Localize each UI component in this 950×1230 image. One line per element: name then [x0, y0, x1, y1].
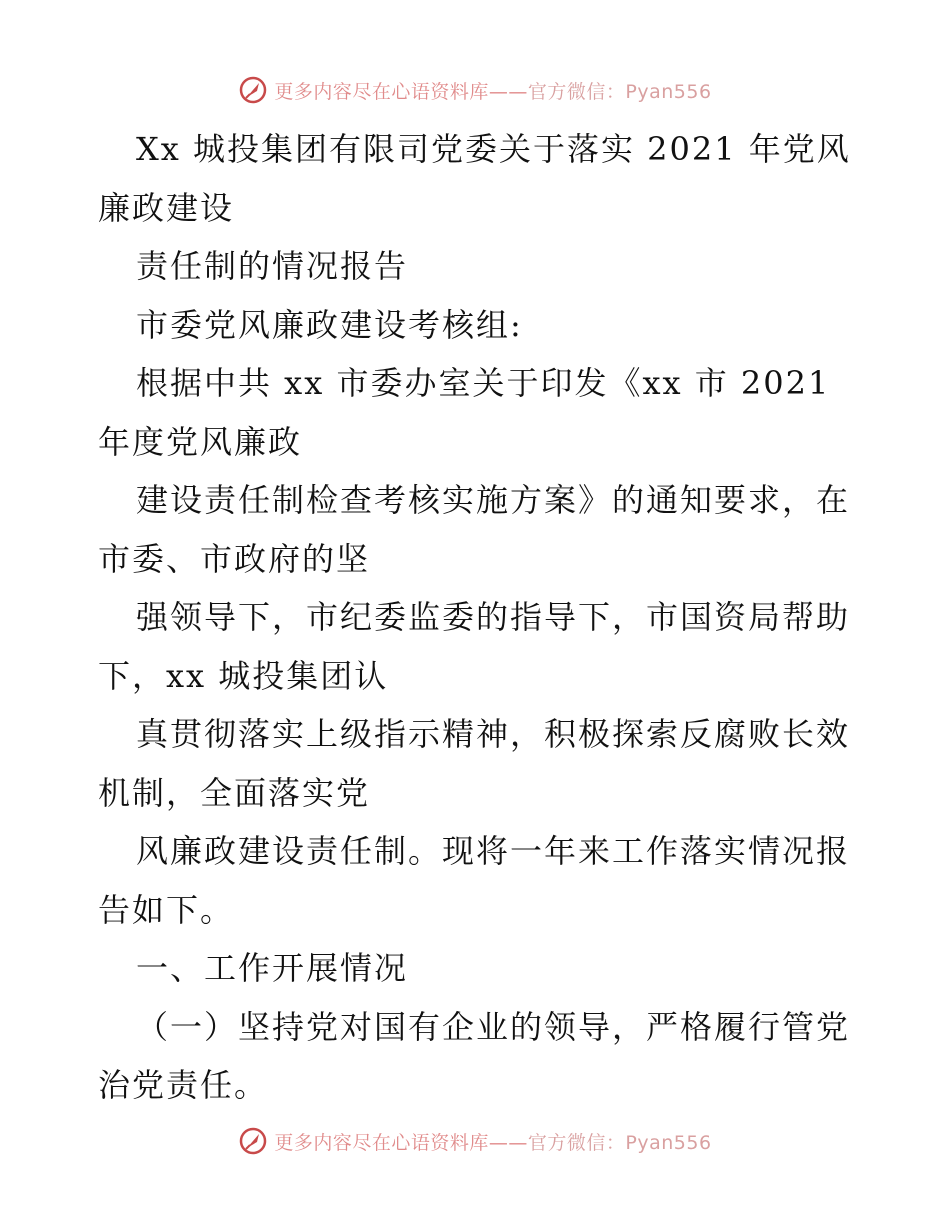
document-line: 市委党风廉政建设考核组: — [136, 305, 523, 344]
document-line: 责任制的情况报告 — [136, 247, 409, 285]
document-line: 一、工作开展情况 — [136, 949, 409, 987]
watermark-text: 更多内容尽在心语资料库——官方微信：Pyan556 — [274, 1131, 712, 1154]
document-line: Xx 城投集团有限司党委关于落实 2021 年党风 — [136, 130, 851, 168]
document-line: （一）坚持党对国有企业的领导，严格履行管党 — [136, 1007, 851, 1046]
document-line: 根据中共 xx 市委办室关于印发《xx 市 2021 — [136, 364, 831, 402]
document-body — [98, 120, 858, 1115]
document-line: 市委、市政府的坚 — [98, 539, 371, 578]
watermark-text: 更多内容尽在心语资料库——官方微信：Pyan556 — [274, 80, 712, 103]
document-line: 年度党风廉政 — [98, 422, 303, 461]
document-line: 治党责任。 — [98, 1066, 269, 1104]
document-line: 建设责任制检查考核实施方案》的通知要求，在 — [136, 481, 851, 519]
footer-watermark — [0, 1121, 950, 1161]
document-line: 告如下。 — [98, 890, 235, 929]
document-line: 机制，全面落实党 — [98, 773, 371, 812]
quill-pen-logo-icon — [238, 75, 268, 105]
document-line: 强领导下，市纪委监委的指导下，市国资局帮助 — [136, 598, 851, 636]
document-line: 下，xx 城投集团认 — [98, 656, 389, 695]
header-watermark — [0, 70, 950, 110]
quill-pen-logo-icon — [238, 1126, 268, 1156]
document-line: 廉政建设 — [98, 188, 235, 227]
document-line: 真贯彻落实上级指示精神，积极探索反腐败长效 — [136, 715, 851, 753]
document-line: 风廉政建设责任制。现将一年来工作落实情况报 — [136, 832, 851, 870]
